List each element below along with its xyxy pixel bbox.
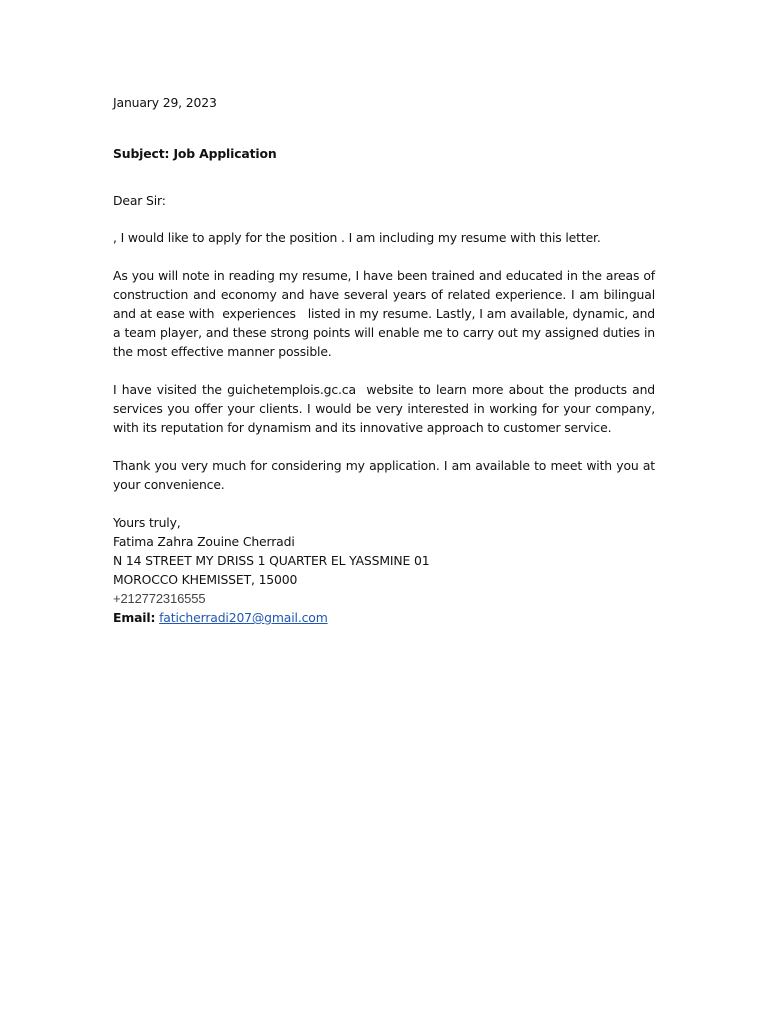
email-line: [113, 608, 655, 627]
letter-subject: Subject: Job Application: [113, 146, 277, 161]
sender-name: Fatima Zahra Zouine Cherradi: [113, 534, 295, 549]
closing: Yours truly,: [113, 515, 181, 530]
letter-paragraph-thanks: Thank you very much for considering my application. I am available to meet with you at your convenience.: [113, 458, 659, 492]
phone-number: +212772316555: [113, 591, 206, 606]
email-label: Email:: [113, 610, 156, 625]
letter-page: [113, 93, 659, 627]
letter-greeting: Dear Sir:: [113, 193, 166, 208]
signature-block: [113, 513, 655, 627]
address-line-1: N 14 STREET MY DRISS 1 QUARTER EL YASSMINE 01: [113, 553, 430, 568]
address-line-2: MOROCCO KHEMISSET, 15000: [113, 572, 298, 587]
letter-paragraph-intro: , I would like to apply for the position . I am including my resume with this letter.: [113, 230, 601, 245]
email-link[interactable]: faticherradi207@gmail.com: [159, 610, 328, 625]
letter-paragraph-company: I have visited the guichetemplois.gc.ca website to learn more about the products and services you offer your clients. I would be very interested in working for your company, with its reputation for dynamism and its innovative approach to customer service.: [113, 382, 659, 435]
letter-date: January 29, 2023: [113, 95, 217, 110]
letter-paragraph-experience: As you will note in reading my resume, I have been trained and educated in the areas of construction and economy and have several years of related experience. I am bilingual and at ease with experiences listed in my resume. Lastly, I am available, dynamic, and a team player, and these strong points will enable me to carry out my assigned duties in the most effective manner possible.: [113, 268, 659, 359]
